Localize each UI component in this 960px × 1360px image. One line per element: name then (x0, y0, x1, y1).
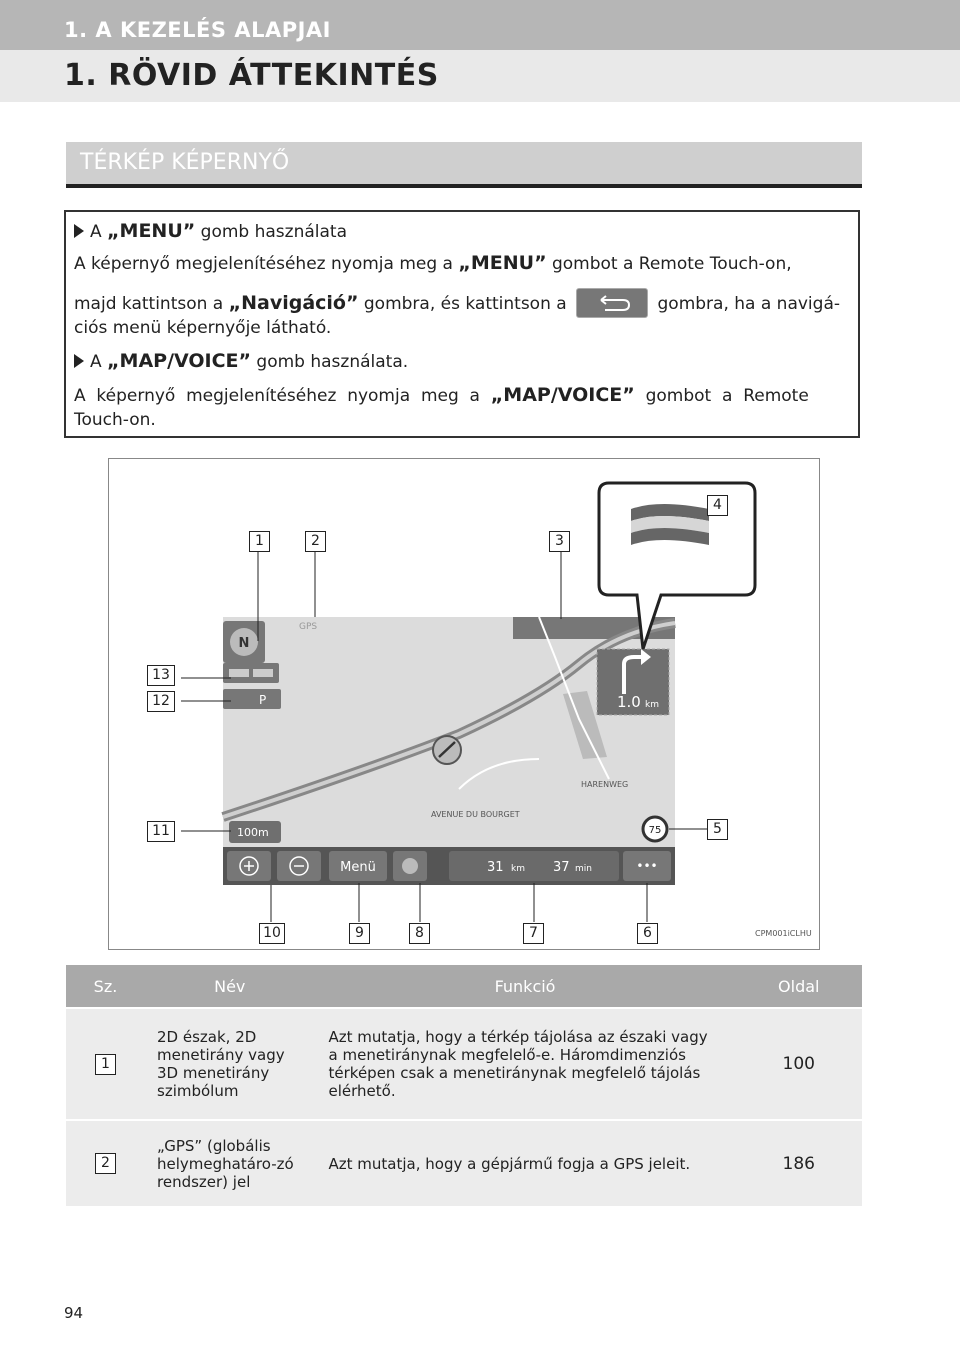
map-instruction-line-1: A képernyő megjelenítéséhez nyomja meg a „MAP/VOICE” gombot a Remote (74, 384, 809, 406)
back-button-image (576, 288, 648, 318)
callout-7: 7 (523, 923, 544, 944)
speed-limit-value: 75 (648, 825, 662, 836)
map-screen-figure (108, 458, 820, 950)
parking-label: P (259, 693, 267, 707)
north-label: N (238, 636, 250, 651)
time-value: 37 (553, 860, 570, 875)
section-heading (66, 142, 862, 188)
col-header-number: Sz. (66, 965, 145, 1008)
table-row (66, 1008, 862, 1120)
callout-1: 1 (249, 531, 270, 552)
row-page: 186 (736, 1120, 862, 1206)
figure-code: CPM001iCLHU (755, 929, 812, 938)
row-number: 1 (95, 1054, 116, 1075)
items-table (66, 965, 862, 1206)
menu-heading: A „MENU” gomb használata (74, 220, 347, 242)
row-name: 2D észak, 2D menetirány vagy 3D menetirány szimbólum (145, 1008, 315, 1120)
gps-label: GPS (299, 622, 318, 632)
map-screen-illustration (109, 459, 821, 951)
row-page: 100 (736, 1008, 862, 1120)
callout-6: 6 (637, 923, 658, 944)
map-scale: 100m (237, 826, 269, 839)
table-header-row (66, 965, 862, 1008)
map-voice-heading: A „MAP/VOICE” gomb használata. (74, 350, 408, 372)
menu-instruction-line-2: majd kattintson a „Navigáció” gombra, és kattintson a gombra, ha a navigá- (74, 288, 840, 318)
page-title: 1. RÖVID ÁTTEKINTÉS (64, 58, 439, 93)
menu-instruction-line-1: A képernyő megjelenítéséhez nyomja meg a „MENU” gombot a Remote Touch-on, (74, 252, 792, 274)
triangle-bullet-icon (74, 354, 84, 368)
callout-9: 9 (349, 923, 370, 944)
distance-unit: km (511, 864, 525, 874)
callout-11: 11 (147, 821, 175, 842)
callout-2: 2 (305, 531, 326, 552)
next-turn-distance: 1.0 (617, 693, 641, 711)
chapter-bar (0, 0, 960, 50)
callout-10: 10 (259, 923, 285, 944)
street-label-harenweg: HARENWEG (581, 780, 629, 789)
more-button-label: ••• (636, 859, 658, 873)
distance-value: 31 (487, 860, 504, 875)
callout-3: 3 (549, 531, 570, 552)
chapter-title: 1. A KEZELÉS ALAPJAI (64, 18, 331, 42)
callout-13: 13 (147, 665, 175, 686)
col-header-function: Funkció (315, 965, 736, 1008)
table-row (66, 1120, 862, 1206)
page-header (0, 0, 960, 102)
menu-instruction-line-3: ciós menü képernyője látható. (74, 318, 332, 338)
col-header-page: Oldal (736, 965, 862, 1008)
street-label-avenue: AVENUE DU BOURGET (431, 810, 520, 819)
row-function: Azt mutatja, hogy a gépjármű fogja a GPS jeleit. (315, 1120, 736, 1206)
callout-8: 8 (409, 923, 430, 944)
callout-4: 4 (707, 495, 728, 516)
section-title: TÉRKÉP KÉPERNYŐ (80, 150, 290, 175)
page-number: 94 (64, 1304, 84, 1322)
menu-button-label: Menü (340, 860, 376, 875)
row-number: 2 (95, 1153, 116, 1174)
instruction-box (64, 210, 860, 438)
time-unit: min (575, 864, 592, 874)
row-name: „GPS” (globális helymeghatáro-zó rendszer) jel (145, 1120, 315, 1206)
col-header-name: Név (145, 965, 315, 1008)
callout-5: 5 (707, 819, 728, 840)
row-function: Azt mutatja, hogy a térkép tájolása az északi vagy a menetiránynak megfelelő-e. Háromdimenziós térképen csak a menetiránynak megfelelő tájolás elérhető. (315, 1008, 736, 1120)
callout-12: 12 (147, 691, 175, 712)
map-instruction-line-2: Touch-on. (74, 410, 156, 430)
back-arrow-icon (577, 289, 647, 317)
next-turn-unit: km (645, 700, 659, 710)
triangle-bullet-icon (74, 224, 84, 238)
